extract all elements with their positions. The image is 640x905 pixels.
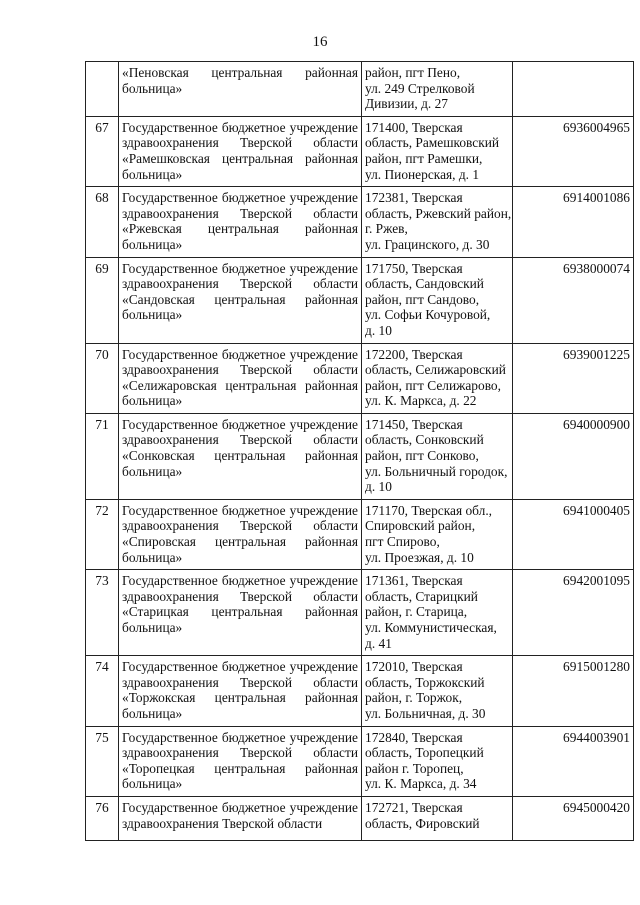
row-number: 72 <box>86 499 119 569</box>
address-line: г. Ржев, <box>365 221 408 237</box>
address-line: область, Старицкий <box>365 588 478 604</box>
institution-name-line: здравоохранения Тверской области <box>122 276 358 292</box>
institution-name-line: больница» <box>122 393 183 409</box>
institution-address <box>362 656 513 726</box>
row-number: 76 <box>86 796 119 840</box>
institution-name <box>119 796 362 840</box>
address-line: район, пгт Селижарово, <box>365 377 501 393</box>
institution-name <box>119 343 362 413</box>
table-row <box>86 257 634 343</box>
inn-code: 6942001095 <box>513 570 634 656</box>
table-row <box>86 116 634 186</box>
table-row <box>86 413 634 499</box>
address-line: пгт Спирово, <box>365 534 440 550</box>
row-number: 74 <box>86 656 119 726</box>
institution-name <box>119 656 362 726</box>
row-number: 69 <box>86 257 119 343</box>
row-number: 68 <box>86 187 119 257</box>
institution-name-line: здравоохранения Тверской области <box>122 518 358 534</box>
institutions-table <box>85 61 634 841</box>
institution-name-line: «Сонковская центральная районная <box>122 448 358 464</box>
institution-address <box>362 257 513 343</box>
institution-name-line: «Сандовская центральная районная <box>122 291 358 307</box>
address-line: ул. Больничный городок, <box>365 463 508 479</box>
table-row <box>86 726 634 796</box>
institution-name-line: Государственное бюджетное учреждение <box>122 659 358 675</box>
institution-address <box>362 413 513 499</box>
address-line: 172721, Тверская <box>365 799 463 815</box>
address-line: ул. К. Маркса, д. 34 <box>365 776 477 792</box>
address-line: район, г. Торжок, <box>365 690 463 706</box>
institution-name-line: «Рамешковская центральная районная <box>122 150 358 166</box>
address-line: 172200, Тверская <box>365 346 463 362</box>
institution-name-line: здравоохранения Тверской области <box>122 588 358 604</box>
institution-name-line: больница» <box>122 80 183 96</box>
institution-name-line: Государственное бюджетное учреждение <box>122 573 358 589</box>
institution-address <box>362 726 513 796</box>
inn-code: 6938000074 <box>513 257 634 343</box>
address-line: область, Сандовский <box>365 276 484 292</box>
address-line: область, Сонковский <box>365 432 484 448</box>
address-line: 171750, Тверская <box>365 260 463 276</box>
row-number: 75 <box>86 726 119 796</box>
address-line: область, Торжокский <box>365 674 485 690</box>
address-line: 172010, Тверская <box>365 659 463 675</box>
inn-code: 6936004965 <box>513 116 634 186</box>
institution-name-line: «Ржевская центральная районная <box>122 221 358 237</box>
address-line: район, пгт Рамешки, <box>365 150 483 166</box>
row-number: 67 <box>86 116 119 186</box>
address-line: район, пгт Сандово, <box>365 291 480 307</box>
inn-code: 6939001225 <box>513 343 634 413</box>
address-line: район, г. Старица, <box>365 604 468 620</box>
row-number: 73 <box>86 570 119 656</box>
institution-name-line: здравоохранения Тверской области <box>122 815 323 831</box>
institution-address <box>362 499 513 569</box>
institution-name <box>119 187 362 257</box>
institution-name <box>119 116 362 186</box>
table-row <box>86 187 634 257</box>
institution-address <box>362 796 513 840</box>
institution-name-line: здравоохранения Тверской области <box>122 674 358 690</box>
address-line: район г. Торопец, <box>365 760 464 776</box>
institution-name-line: Государственное бюджетное учреждение <box>122 416 358 432</box>
table-row <box>86 62 634 117</box>
address-line: 172840, Тверская <box>365 729 463 745</box>
page-number: 16 <box>312 34 328 50</box>
institution-name-line: больница» <box>122 620 183 635</box>
institution-name-line: больница» <box>122 236 183 252</box>
address-line: Спировский район, <box>365 518 476 534</box>
institution-name <box>119 413 362 499</box>
address-line: район, пгт Пено, <box>365 65 461 80</box>
institution-name-line: «Пеновская центральная районная <box>122 65 358 80</box>
address-line: Дивизии, д. 27 <box>365 96 449 112</box>
address-line: 171400, Тверская <box>365 119 463 135</box>
institution-name-line: больница» <box>122 307 183 323</box>
address-line: область, Фировский <box>365 815 480 831</box>
address-line: область, Рамешковский <box>365 135 500 151</box>
address-line: ул. Больничная, д. 30 <box>365 705 486 721</box>
institution-name-line: здравоохранения Тверской области <box>122 205 358 221</box>
institution-name-line: здравоохранения Тверской области <box>122 135 358 151</box>
institution-name-line: «Торжокская центральная районная <box>122 690 358 706</box>
inn-code: 6914001086 <box>513 187 634 257</box>
institution-name-line: здравоохранения Тверской области <box>122 362 358 378</box>
institution-name-line: Государственное бюджетное учреждение <box>122 502 358 518</box>
table-row <box>86 656 634 726</box>
table-row <box>86 796 634 840</box>
institution-address <box>362 343 513 413</box>
institution-name <box>119 62 362 117</box>
address-line: д. 10 <box>365 322 392 338</box>
institution-name <box>119 726 362 796</box>
address-line: 171361, Тверская <box>365 573 463 589</box>
address-line: область, Селижаровский <box>365 362 506 378</box>
address-line: ул. Проезжая, д. 10 <box>365 549 474 565</box>
institution-name-line: «Селижаровская центральная районная <box>122 377 358 393</box>
institution-name-line: «Старицкая центральная районная <box>122 604 358 620</box>
institution-address <box>362 570 513 656</box>
address-line: 172381, Тверская <box>365 190 463 206</box>
institution-name-line: Государственное бюджетное учреждение <box>122 799 358 815</box>
institution-name-line: больница» <box>122 705 183 721</box>
inn-code: 6941000405 <box>513 499 634 569</box>
address-line: 171170, Тверская обл., <box>365 502 493 518</box>
address-line: область, Ржевский район, <box>365 205 512 221</box>
inn-code: 6944003901 <box>513 726 634 796</box>
address-line: ул. 249 Стрелковой <box>365 80 475 96</box>
institution-address <box>362 116 513 186</box>
address-line: ул. Пионерская, д. 1 <box>365 166 480 182</box>
institution-name-line: больница» <box>122 463 183 479</box>
institution-name-line: «Торопецкая центральная районная <box>122 760 358 776</box>
institution-name-line: больница» <box>122 776 183 792</box>
table-row <box>86 499 634 569</box>
address-line: д. 41 <box>365 635 392 651</box>
table-row <box>86 570 634 656</box>
institution-name-line: больница» <box>122 166 183 182</box>
institution-name-line: Государственное бюджетное учреждение <box>122 119 358 135</box>
institution-name-line: «Спировская центральная районная <box>122 534 358 550</box>
address-line: область, Торопецкий <box>365 745 484 761</box>
row-number <box>86 62 119 117</box>
inn-code: 6945000420 <box>513 796 634 840</box>
institution-name <box>119 499 362 569</box>
institution-name-line: здравоохранения Тверской области <box>122 745 358 761</box>
table-row <box>86 343 634 413</box>
institution-name <box>119 257 362 343</box>
address-line: ул. Коммунистическая, <box>365 620 497 635</box>
institution-name-line: больница» <box>122 549 183 565</box>
row-number: 71 <box>86 413 119 499</box>
institution-address <box>362 187 513 257</box>
address-line: 171450, Тверская <box>365 416 463 432</box>
institution-address <box>362 62 513 117</box>
table-body <box>86 62 634 841</box>
inn-code: 6940000900 <box>513 413 634 499</box>
address-line: ул. Грацинского, д. 30 <box>365 236 490 252</box>
address-line: район, пгт Сонково, <box>365 448 479 464</box>
institution-name-line: Государственное бюджетное учреждение <box>122 346 358 362</box>
address-line: ул. К. Маркса, д. 22 <box>365 393 477 409</box>
row-number: 70 <box>86 343 119 413</box>
institution-name <box>119 570 362 656</box>
inn-code: 6915001280 <box>513 656 634 726</box>
institution-name-line: Государственное бюджетное учреждение <box>122 729 358 745</box>
address-line: д. 10 <box>365 479 392 495</box>
institution-name-line: здравоохранения Тверской области <box>122 432 358 448</box>
inn-code <box>513 62 634 117</box>
institution-name-line: Государственное бюджетное учреждение <box>122 190 358 206</box>
institution-name-line: Государственное бюджетное учреждение <box>122 260 358 276</box>
address-line: ул. Софьи Кочуровой, <box>365 307 491 323</box>
